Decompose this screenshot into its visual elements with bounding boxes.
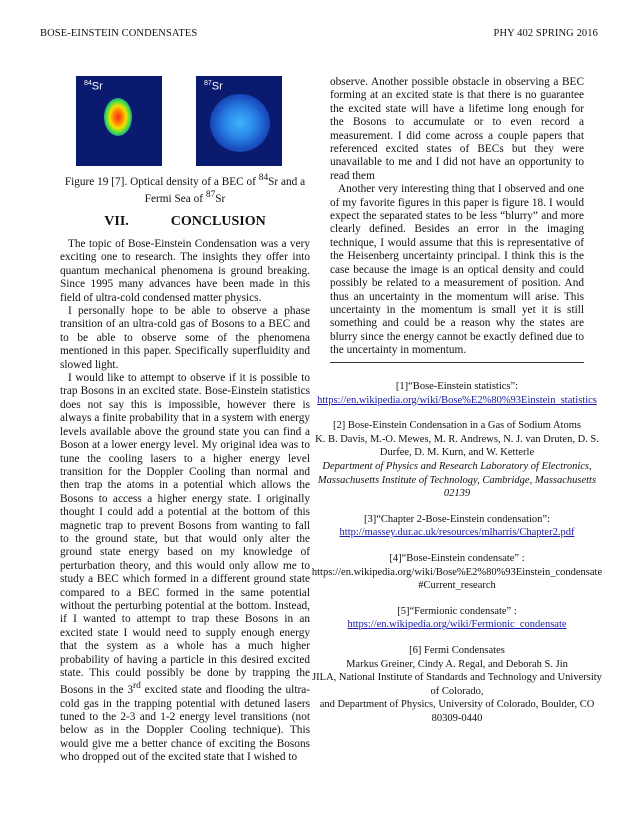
paragraph: observe. Another possible obstacle in observing a BEC forming at an excited state is that there is no guarantee the excited state will have a lifetime long enough for the Bosons to accumulate or to even record a measurement. I did come across a couple papers that referenced excited states of BECs but they were unavailable to me and I did not have an opportunity to read them <box>330 76 584 182</box>
paragraph: I personally hope to be able to observe a phase transition of an ultra-cold gas of Bosons to a BEC and to be able to observe some of the phenomena mentioned in this paper. Specifically superfluidity and slowed light. <box>60 305 310 371</box>
paragraph: The topic of Bose-Einstein Condensation was a very exciting one to research. The insights they offer into quantum mechanical phenomena is ground breaking. Since 1995 many advances have been made in this field of ultra-cold condensed matter physics. <box>60 238 310 304</box>
figure-19 <box>60 76 310 168</box>
reference-url-text: https://en.wikipedia.org/wiki/Bose%E2%80%93Einstein_condensate#Current_research <box>311 566 603 592</box>
reference-6: [6] Fermi Condensates Markus Greiner, Cindy A. Regal, and Deborah S. Jin JILA, National Institute of Standards and Technology and University of Colorado, and Department of Physics, University of Colorado, Boulder, CO 80309-0440 <box>312 644 602 724</box>
reference-4: [4]“Bose-Einstein condensate” : https://en.wikipedia.org/wiki/Bose%E2%80%93Einstein_condensate#Current_research <box>311 552 603 592</box>
reference-link[interactable]: http://massey.dur.ac.uk/resources/mlharris/Chapter2.pdf <box>339 527 575 539</box>
reference-1: [1]“Bose-Einstein statistics”: https://en.wikipedia.org/wiki/Bose%E2%80%93Einstein_statistics <box>317 381 597 406</box>
figure-caption: Figure 19 [7]. Optical density of a BEC of $^{84}$Sr and a Fermi Sea of $^{87}$Sr <box>64 173 306 205</box>
reference-3: [3]“Chapter 2-Bose-Einstein condensation”: http://massey.dur.ac.uk/resources/mlharris/Chapter2.pdf <box>339 513 575 539</box>
section-title: CONCLUSION <box>170 214 266 229</box>
section-heading <box>60 214 310 230</box>
reference-5: [5]“Fermionic condensate” : https://en.wikipedia.org/wiki/Fermionic_condensate <box>347 605 567 631</box>
right-column-body <box>330 76 584 358</box>
running-header-title: BOSE-EINSTEIN CONDENSATES <box>40 28 198 39</box>
running-header-course: PHY 402 SPRING 2016 <box>493 28 598 39</box>
panel-label-sr84: $^{84}$Sr <box>84 80 103 93</box>
fermi-density-blob <box>210 94 270 152</box>
reference-2: [2] Bose-Einstein Condensation in a Gas of Sodium Atoms K. B. Davis, M.-O. Mewes, M. R. Andrews, N. J. van Druten, D. S. Durfee, D. M. Kurn, and W. Ketterle Department of Physics and Research Laboratory of Electronics, Massachusetts Institute of Technology, Cambridge, Massachusetts 02139 <box>315 420 599 500</box>
paragraph: I would like to attempt to observe if it is possible to trap Bosons in an excited state. Bose-Einstein statistics does not say this is impossible, however there is always a finite probability that in a system with energy levels available above the ground state you can find a Boson at a lower energy level. My original idea was to tune the cooling lasers to a higher energy level transition for the Doppler Cooling than normal and then trap the atoms in a potential which allows the Bosons to access a higher energy state. I originally thought I could add a potential at the bottom of this magnetic trap to prevent Bosons from wanting to fall to the ground state, but that would only alter the ground state energy based on my knowledge of perturbation theory, and this would only allow me to study a BEC which formed in a different ground state compared to a BEC formed in the same potential without the perturbing potential at the bottom. Instead, if I wanted to attempt to trap these Bosons in an excited state I would need to supply enough energy that the system as a whole has a much higher probability of having a particle in this desired excited state. This could possibly be done by trapping the Bosons in the 3rd excited state and flooding the ultra-cold gas in the trapping potential with detuned lasers tuned to the 2-3 and 1-2 energy level transitions (not below as in the Doppler Cooling technique). This would give me a better chance of exciting the Bosons who dropped out of the excited state that I wished to <box>60 372 310 764</box>
bec-density-blob <box>104 98 132 136</box>
reference-link[interactable]: https://en.wikipedia.org/wiki/Fermionic_condensate <box>347 619 567 631</box>
fermi-sea-sr87-image <box>196 76 282 166</box>
reference-link[interactable]: https://en.wikipedia.org/wiki/Bose%E2%80%93Einstein_statistics <box>317 394 597 406</box>
panel-label-sr87: $^{87}$Sr <box>204 80 223 93</box>
paragraph: Another very interesting thing that I observed and one of my favorite figures in this paper is figure 18. I would expect the separated states to be less “blurry” and more clearly defined. Besides an error in the imaging technique, I would assume that this is representative of the Heisenberg uncertainty principal. I think this is the case because the image is an optical density and could possibly be related to a measurement of position. And thus an uncertainty in the momentum will arise. This uncertainty in the momentum is small yet it is still something and could be a reason why the states are blurry since the energy cannot be exactly defined due to the uncertainty in momentum. <box>330 183 584 357</box>
bec-sr84-image <box>76 76 162 166</box>
references-list <box>310 380 604 737</box>
left-column-body <box>60 238 310 765</box>
section-number: VII. <box>104 214 129 229</box>
references-divider <box>330 362 584 363</box>
